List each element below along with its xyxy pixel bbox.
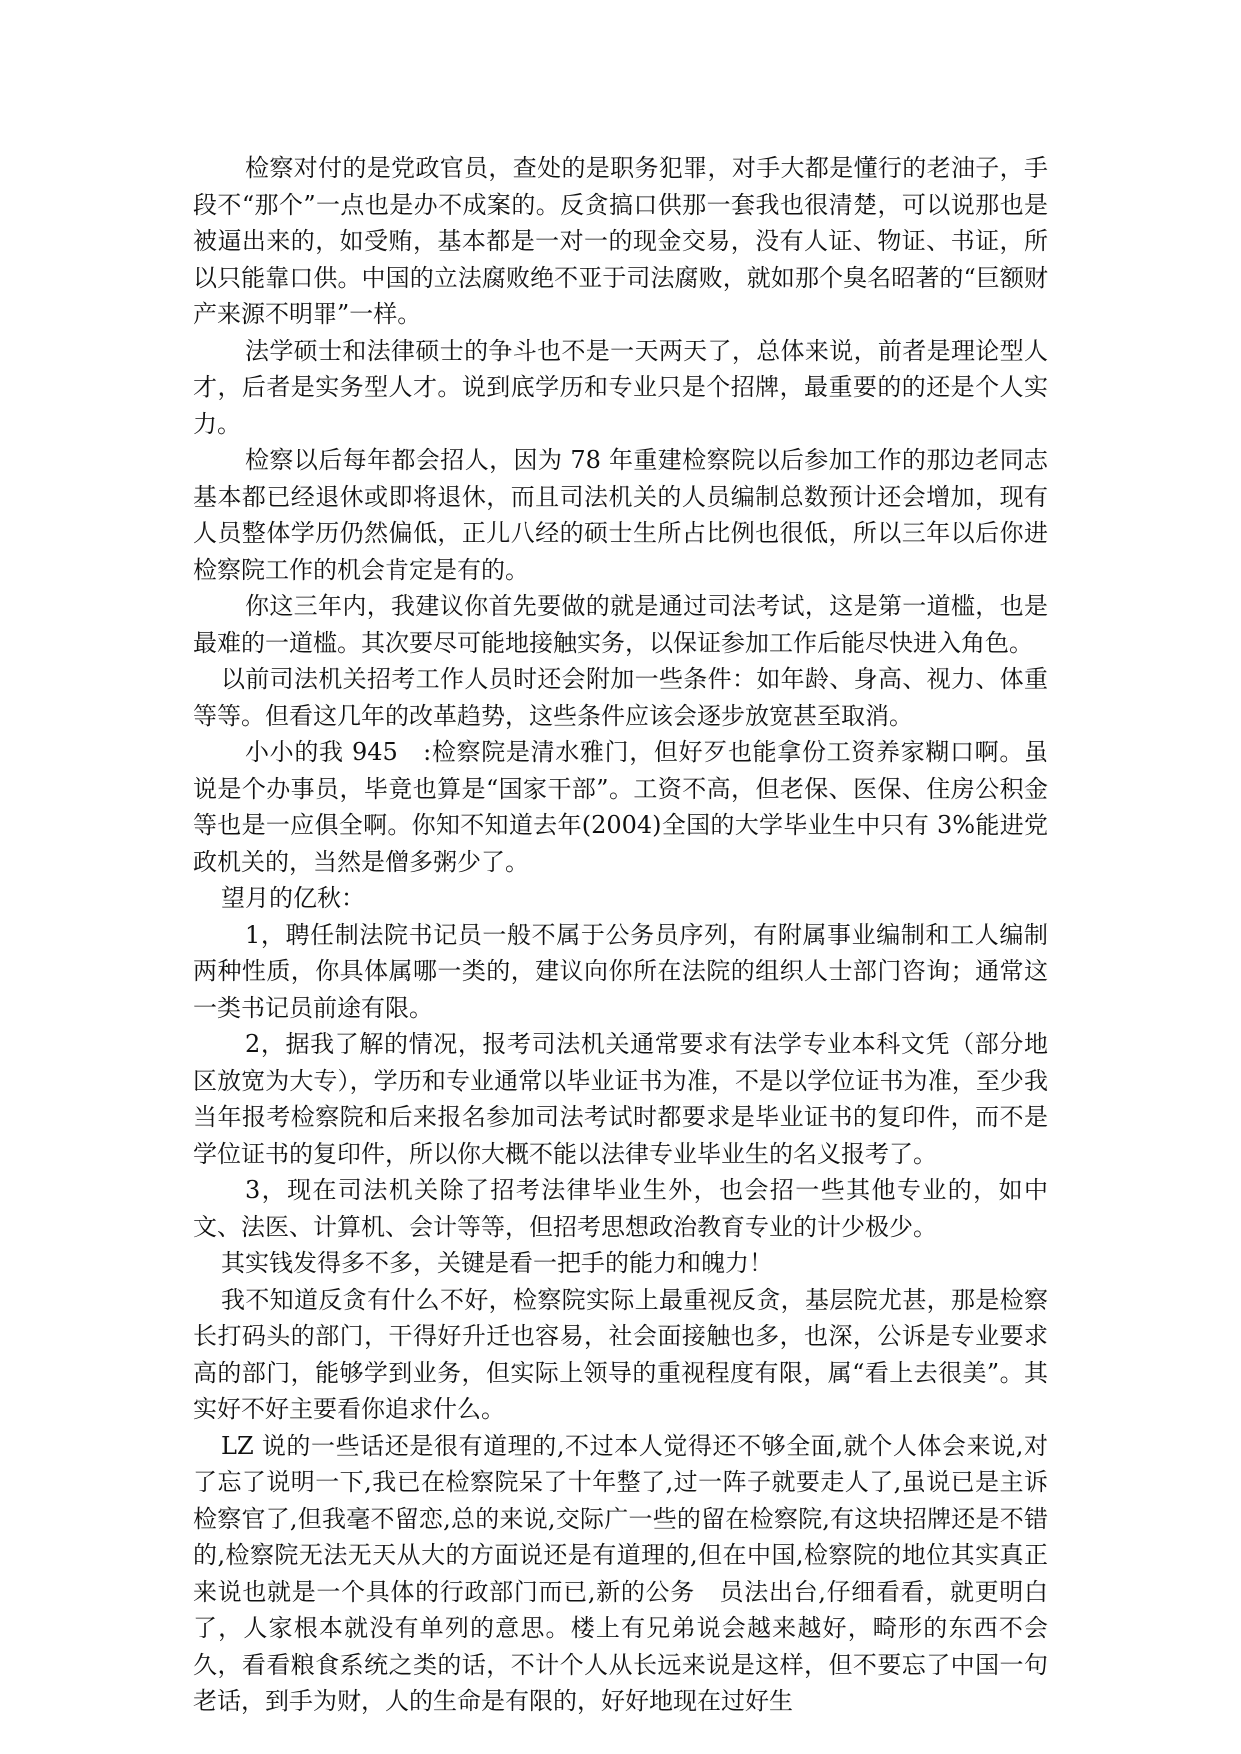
paragraph-7: 望月的亿秋：	[221, 884, 365, 912]
paragraph-4: 你这三年内，我建议你首先要做的就是通过司法考试，这是第一道槛，也是最难的一道槛。其次要尽可能地接触实务，以保证参加工作后能尽快进入角色。	[193, 592, 1048, 657]
paragraph-10: 3，现在司法机关除了招考法律毕业生外，也会招一些其他专业的，如中文、法医、计算机、会计等等，但招考思想政治教育专业的计少极少。	[193, 1176, 1048, 1241]
paragraph-13: LZ 说的一些话还是很有道理的,不过本人觉得还不够全面,就个人体会来说,对了忘了说明一下,我已在检察院呆了十年整了,过一阵子就要走人了,虽说已是主诉检察官了,但我毫不留恋,总的来说,交际广一些的留在检察院,有这块招牌还是不错的,检察院无法无天从大的方面说还是有道理的,但在中国,检察院的地位其实真正来说也就是一个具体的行政部门而已,新的公务 员法出台,仔细看看，就更明白了，人家根本就没有单列的意思。楼上有兄弟说会越来越好，畸形的东西不会久，看看粮食系统之类的话，不计个人从长远来说是这样，但不要忘了中国一句老话，到手为财，人的生命是有限的，好好地现在过好生	[193, 1431, 1048, 1715]
paragraph-2: 法学硕士和法律硕士的争斗也不是一天两天了，总体来说，前者是理论型人才，后者是实务型人才。说到底学历和专业只是个招牌，最重要的的还是个人实力。	[193, 336, 1048, 438]
paragraph-8: 1，聘任制法院书记员一般不属于公务员序列，有附属事业编制和工人编制两种性质，你具体属哪一类的，建议向你所在法院的组织人士部门咨询；通常这一类书记员前途有限。	[193, 920, 1048, 1022]
paragraph-3: 检察以后每年都会招人，因为 78 年重建检察院以后参加工作的那边老同志基本都已经退休或即将退休，而且司法机关的人员编制总数预计还会增加，现有人员整体学历仍然偏低，正儿八经的硕士生所占比例也很低，所以三年以后你进检察院工作的机会肯定是有的。	[193, 446, 1048, 584]
document-body	[193, 150, 1048, 1720]
paragraph-9: 2，据我了解的情况，报考司法机关通常要求有法学专业本科文凭（部分地区放宽为大专），学历和专业通常以毕业证书为准，不是以学位证书为准，至少我当年报考检察院和后来报名参加司法考试时都要求是毕业证书的复印件，而不是学位证书的复印件，所以你大概不能以法律专业毕业生的名义报考了。	[193, 1030, 1048, 1168]
paragraph-12: 我不知道反贪有什么不好，检察院实际上最重视反贪，基层院尤甚，那是检察长打码头的部门，干得好升迁也容易，社会面接触也多，也深，公诉是专业要求高的部门，能够学到业务，但实际上领导的重视程度有限，属“看上去很美”。其实好不好主要看你追求什么。	[193, 1285, 1048, 1423]
paragraph-5: 以前司法机关招考工作人员时还会附加一些条件：如年龄、身高、视力、体重等等。但看这几年的改革趋势，这些条件应该会逐步放宽甚至取消。	[193, 665, 1048, 730]
paragraph-6: 小小的我 945 :检察院是清水雅门，但好歹也能拿份工资养家糊口啊。虽说是个办事员，毕竟也算是“国家干部”。工资不高，但老保、医保、住房公积金等也是一应俱全啊。你知不知道去年(2004)全国的大学毕业生中只有 3%能进党政机关的，当然是僧多粥少了。	[193, 738, 1048, 876]
paragraph-1: 检察对付的是党政官员，查处的是职务犯罪，对手大都是懂行的老油子，手段不“那个”一点也是办不成案的。反贪搞口供那一套我也很清楚，可以说那也是被逼出来的，如受贿，基本都是一对一的现金交易，没有人证、物证、书证，所以只能靠口供。中国的立法腐败绝不亚于司法腐败，就如那个臭名昭著的“巨额财产来源不明罪”一样。	[193, 154, 1048, 328]
paragraph-11: 其实钱发得多不多，关键是看一把手的能力和魄力！	[221, 1249, 773, 1277]
